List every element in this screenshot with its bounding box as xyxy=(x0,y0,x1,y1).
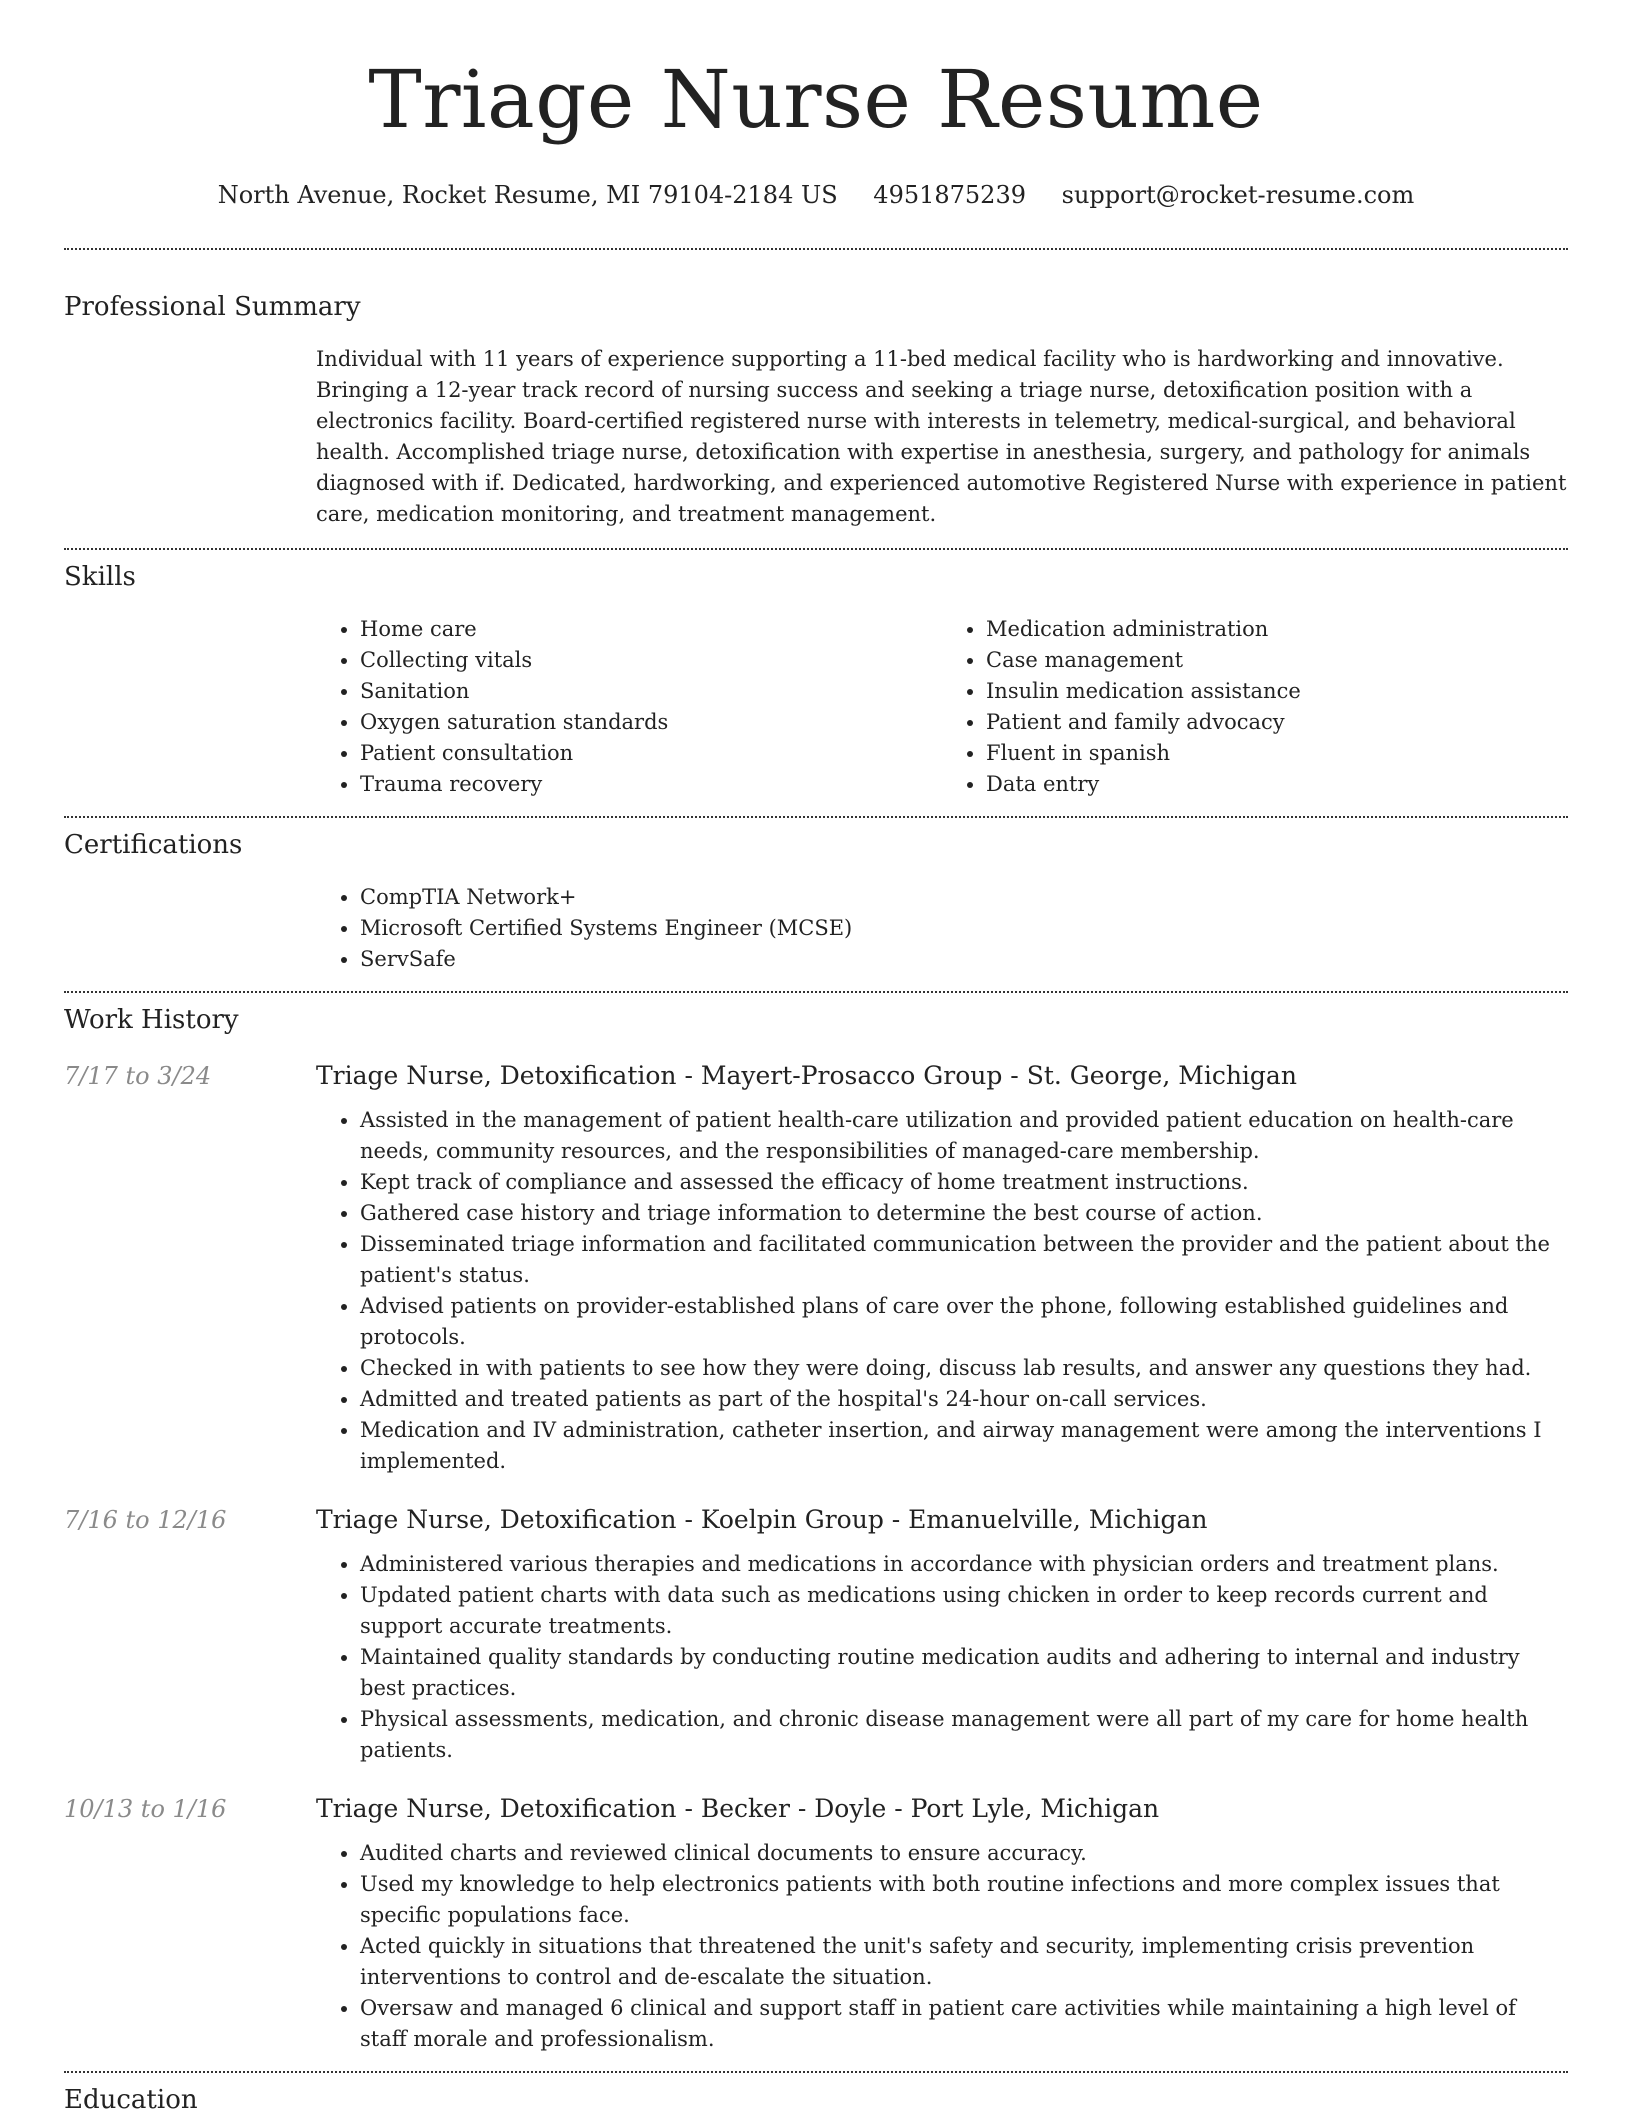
list-item: • Acted quickly in situations that threatened the unit's safety and security, implementing crisis prevention interventions to control and de-escalate the situation. xyxy=(360,1931,1568,1993)
list-item: • Collecting vitals xyxy=(360,645,942,676)
contact-phone: 4951875239 xyxy=(873,181,1026,209)
summary-body xyxy=(316,344,1568,530)
job-title: Triage Nurse, Detoxification - Mayert-Prosacco Group - St. George, Michigan xyxy=(316,1061,1297,1090)
list-item: • Administered various therapies and medications in accordance with physician orders and treatment plans. xyxy=(360,1549,1568,1580)
list-item: • Fluent in spanish xyxy=(986,738,1568,769)
list-item: • Physical assessments, medication, and chronic disease management were all part of my care for home health patients. xyxy=(360,1704,1568,1766)
list-item: • Patient consultation xyxy=(360,738,942,769)
list-item: • Gathered case history and triage information to determine the best course of action. xyxy=(360,1198,1568,1229)
skills-list-right xyxy=(942,614,1568,800)
contact-email: support@rocket-resume.com xyxy=(1061,181,1415,209)
job-entry xyxy=(64,1059,1568,1477)
list-item: • Data entry xyxy=(986,769,1568,800)
list-item: • Patient and family advocacy xyxy=(986,707,1568,738)
list-item: • Oxygen saturation standards xyxy=(360,707,942,738)
section-title-work-history: Work History xyxy=(64,1005,239,1035)
job-title: Triage Nurse, Detoxification - Becker - Doyle - Port Lyle, Michigan xyxy=(316,1794,1160,1823)
job-entry xyxy=(64,1792,1568,2055)
job-dates: 7/16 to 12/16 xyxy=(64,1506,227,1534)
list-item: • Trauma recovery xyxy=(360,769,942,800)
list-item: • Home care xyxy=(360,614,942,645)
section-title-certifications: Certifications xyxy=(64,830,243,860)
contact-address: North Avenue, Rocket Resume, MI 79104-2184 US xyxy=(217,181,838,209)
certifications-body xyxy=(316,882,1568,975)
job-bullets xyxy=(316,1549,1568,1766)
job-bullet-list xyxy=(316,1838,1568,2055)
skills-body xyxy=(316,614,1568,800)
list-item: • Microsoft Certified Systems Engineer (MCSE) xyxy=(360,913,1568,944)
list-item: • Used my knowledge to help electronics patients with both routine infections and more complex issues that specific populations face. xyxy=(360,1869,1568,1931)
contact-line xyxy=(64,178,1568,212)
job-bullet-list xyxy=(316,1105,1568,1477)
section-skills xyxy=(64,550,1568,800)
list-item: • Insulin medication assistance xyxy=(986,676,1568,707)
skills-grid xyxy=(316,614,1568,800)
list-item: • Audited charts and reviewed clinical documents to ensure accuracy. xyxy=(360,1838,1568,1869)
list-item: • Medication and IV administration, catheter insertion, and airway management were among the interventions I implemented. xyxy=(360,1415,1568,1477)
job-bullets xyxy=(316,1838,1568,2055)
list-item: • Medication administration xyxy=(986,614,1568,645)
list-item: • Maintained quality standards by conducting routine medication audits and adhering to internal and industry best practices. xyxy=(360,1642,1568,1704)
job-entry xyxy=(64,1503,1568,1766)
certifications-list xyxy=(316,882,1568,975)
section-certifications xyxy=(64,818,1568,975)
job-title: Triage Nurse, Detoxification - Koelpin Group - Emanuelville, Michigan xyxy=(316,1505,1208,1534)
section-title-summary: Professional Summary xyxy=(64,292,361,322)
summary-text: Individual with 11 years of experience supporting a 11-bed medical facility who is hardworking and innovative. Bringing a 12-year track record of nursing success and seeking a triage nurse, detoxification position with a electronics facility. Board-certified registered nurse with interests in telemetry, medical-surgical, and behavioral health. Accomplished triage nurse, detoxification with expertise in anesthesia, surgery, and pathology for animals diagnosed with if. Dedicated, hardworking, and experienced automotive Registered Nurse with experience in patient care, medication monitoring, and treatment management. xyxy=(316,347,1567,526)
list-item: • ServSafe xyxy=(360,944,1568,975)
job-dates: 10/13 to 1/16 xyxy=(64,1795,227,1823)
job-bullets xyxy=(316,1105,1568,1477)
section-title-skills: Skills xyxy=(64,562,136,592)
list-item: • Assisted in the management of patient health-care utilization and provided patient education on health-care needs, community resources, and the responsibilities of managed-care membership. xyxy=(360,1105,1568,1167)
list-item: • Advised patients on provider-established plans of care over the phone, following established guidelines and protocols. xyxy=(360,1291,1568,1353)
list-item: • Kept track of compliance and assessed the efficacy of home treatment instructions. xyxy=(360,1167,1568,1198)
skills-list-left xyxy=(316,614,942,800)
list-item: • Admitted and treated patients as part of the hospital's 24-hour on-call services. xyxy=(360,1384,1568,1415)
list-item: • CompTIA Network+ xyxy=(360,882,1568,913)
section-title-education: Education xyxy=(64,2085,198,2115)
section-education xyxy=(64,2073,1568,2117)
list-item: • Sanitation xyxy=(360,676,942,707)
job-bullet-list xyxy=(316,1549,1568,1766)
job-dates: 7/17 to 3/24 xyxy=(64,1062,212,1090)
resume-title: Triage Nurse Resume xyxy=(368,53,1264,146)
list-item: • Updated patient charts with data such as medications using chicken in order to keep records current and support accurate treatments. xyxy=(360,1580,1568,1642)
list-item: • Oversaw and managed 6 clinical and support staff in patient care activities while maintaining a high level of staff morale and professionalism. xyxy=(360,1993,1568,2055)
list-item: • Disseminated triage information and facilitated communication between the provider and the patient about the patient's status. xyxy=(360,1229,1568,1291)
list-item: • Checked in with patients to see how they were doing, discuss lab results, and answer any questions they had. xyxy=(360,1353,1568,1384)
list-item: • Case management xyxy=(986,645,1568,676)
section-work-history xyxy=(64,993,1568,2055)
section-summary xyxy=(64,250,1568,530)
